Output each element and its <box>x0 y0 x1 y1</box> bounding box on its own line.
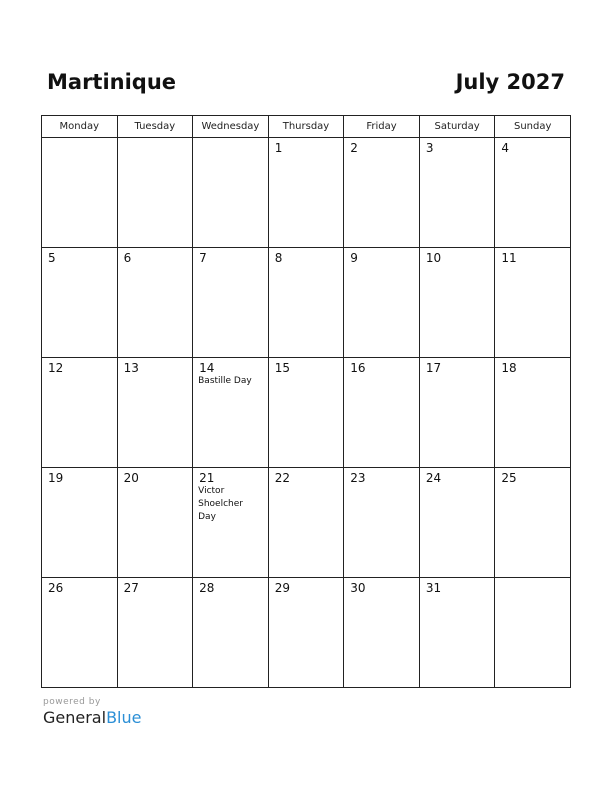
day-number: 23 <box>350 471 366 485</box>
day-number: 14 <box>199 361 215 375</box>
day-number: 29 <box>274 581 290 595</box>
week-row <box>42 248 571 358</box>
day-number: 7 <box>199 251 207 265</box>
day-number: 24 <box>425 471 442 485</box>
day-cell <box>268 248 344 358</box>
day-number: 31 <box>425 581 442 595</box>
day-number: 17 <box>425 361 442 375</box>
day-cell <box>268 138 344 248</box>
day-cell-holiday <box>193 468 269 578</box>
day-number: 6 <box>123 251 132 265</box>
day-cell <box>42 248 118 358</box>
day-cell <box>419 248 495 358</box>
brand-general: General <box>43 708 107 727</box>
day-number: 12 <box>48 361 64 375</box>
day-number: 25 <box>501 471 517 485</box>
day-cell <box>495 468 571 578</box>
day-number: 18 <box>501 361 517 375</box>
day-number: 28 <box>199 581 215 595</box>
day-number: 3 <box>425 141 434 155</box>
day-cell <box>117 578 193 688</box>
month-year-title: July 2027 <box>455 70 565 94</box>
day-number: 20 <box>123 471 139 485</box>
day-cell <box>42 468 118 578</box>
weekday-saturday: Saturday <box>419 116 495 138</box>
day-number: 21 <box>199 471 215 485</box>
week-row <box>42 358 571 468</box>
day-number: 2 <box>350 141 358 155</box>
day-cell <box>344 248 420 358</box>
day-number: 15 <box>274 361 290 375</box>
day-cell <box>419 578 495 688</box>
day-cell <box>117 358 193 468</box>
day-cell <box>495 248 571 358</box>
footer-branding <box>43 697 141 727</box>
day-cell <box>42 358 118 468</box>
week-row <box>42 138 571 248</box>
weekday-thursday: Thursday <box>268 116 344 138</box>
day-cell <box>344 468 420 578</box>
day-number: 19 <box>48 471 64 485</box>
day-cell <box>193 578 269 688</box>
weekday-friday: Friday <box>344 116 420 138</box>
day-number: 27 <box>123 581 139 595</box>
day-cell <box>117 468 193 578</box>
country-title: Martinique <box>47 70 177 94</box>
weekday-header-row <box>42 116 571 138</box>
day-cell <box>495 138 571 248</box>
week-row <box>42 578 571 688</box>
generalblue-logo <box>43 708 141 727</box>
day-cell <box>193 138 269 248</box>
day-cell <box>268 358 344 468</box>
day-number: 4 <box>501 141 510 155</box>
day-cell <box>117 248 193 358</box>
calendar-grid <box>41 115 571 688</box>
day-cell <box>344 358 420 468</box>
day-cell <box>419 358 495 468</box>
day-number: 22 <box>274 471 290 485</box>
brand-blue: Blue <box>106 708 142 727</box>
day-number: 10 <box>425 251 442 265</box>
weekday-monday: Monday <box>42 116 118 138</box>
day-cell <box>42 578 118 688</box>
day-cell <box>495 578 571 688</box>
day-cell <box>193 248 269 358</box>
day-cell <box>419 468 495 578</box>
day-number: 26 <box>48 581 64 595</box>
holiday-label: Bastille Day <box>198 376 252 386</box>
day-number: 30 <box>350 581 366 595</box>
weekday-tuesday: Tuesday <box>117 116 193 138</box>
weekday-sunday: Sunday <box>495 116 571 138</box>
day-cell-holiday <box>193 358 269 468</box>
day-number: 1 <box>274 141 283 155</box>
day-number: 11 <box>501 251 517 265</box>
day-cell <box>344 578 420 688</box>
day-number: 8 <box>274 251 283 265</box>
day-cell <box>495 358 571 468</box>
day-number: 16 <box>350 361 366 375</box>
powered-by-label: powered by <box>43 697 101 707</box>
week-row <box>42 468 571 578</box>
weekday-wednesday: Wednesday <box>193 116 269 138</box>
day-cell <box>344 138 420 248</box>
day-cell <box>42 138 118 248</box>
holiday-label: Victor Shoelcher Day <box>198 486 243 522</box>
day-cell <box>419 138 495 248</box>
day-number: 13 <box>123 361 139 375</box>
day-number: 5 <box>48 251 56 265</box>
day-cell <box>117 138 193 248</box>
day-cell <box>268 578 344 688</box>
day-number: 9 <box>350 251 358 265</box>
day-cell <box>268 468 344 578</box>
